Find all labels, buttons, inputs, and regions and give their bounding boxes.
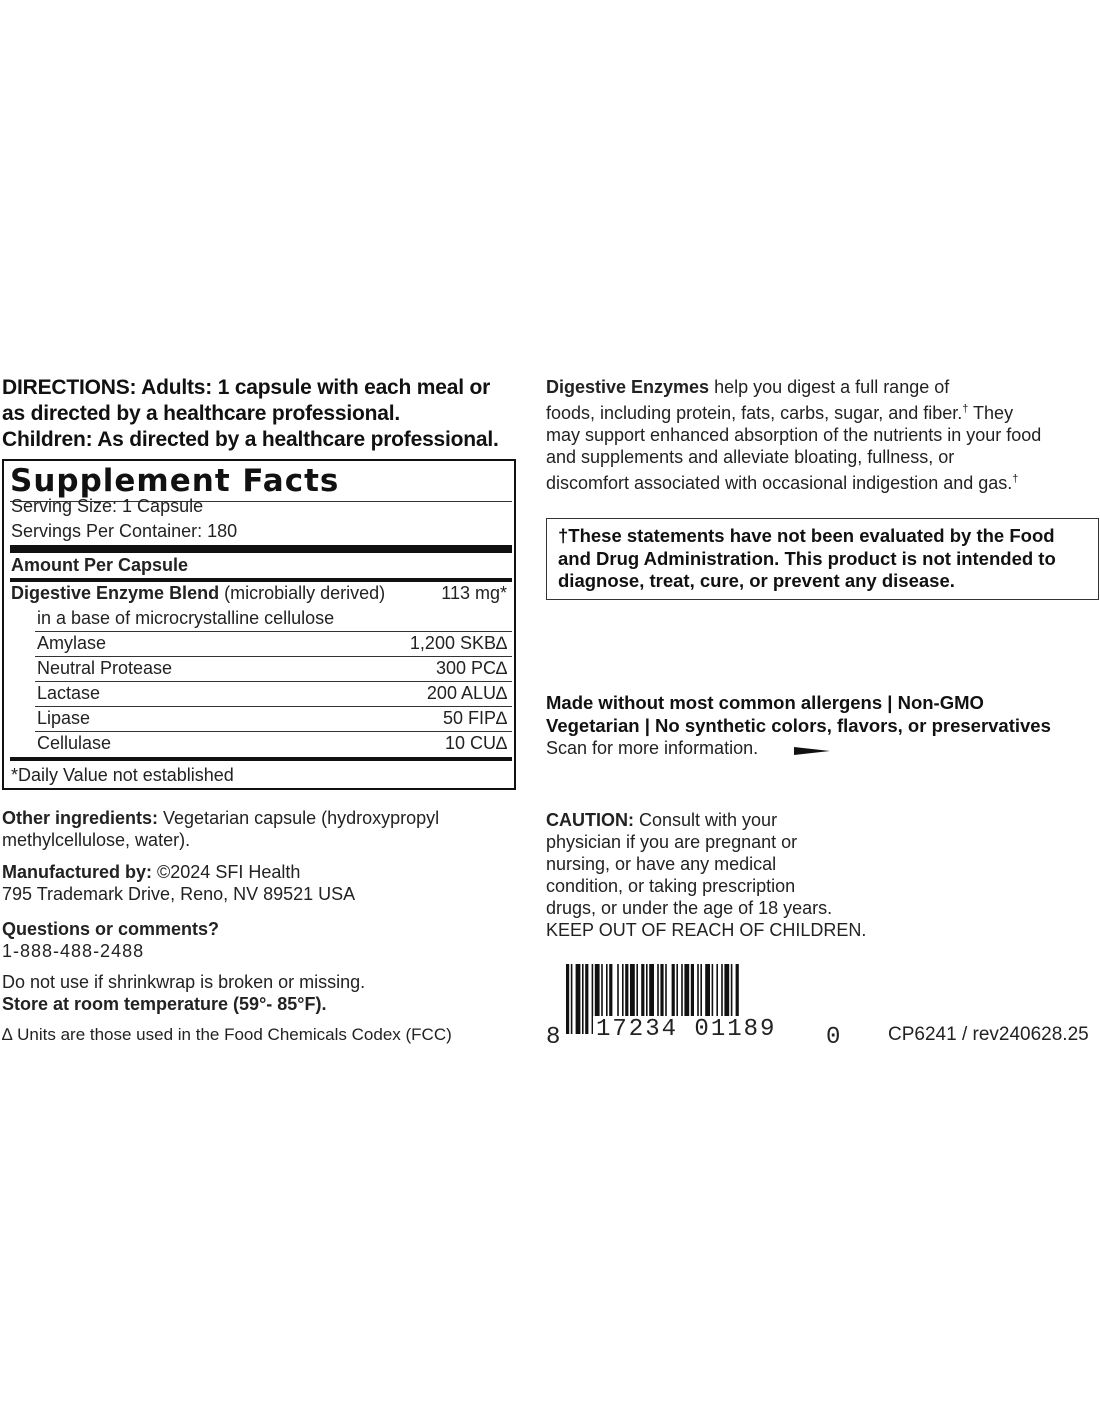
facts-title: Supplement Facts — [10, 463, 340, 499]
blend-row — [11, 583, 385, 604]
caution-text: Consult with your — [634, 810, 778, 830]
directions-line: DIRECTIONS: Adults: 1 capsule with each meal or — [2, 376, 491, 399]
row-divider — [35, 731, 512, 732]
dagger: † — [1012, 473, 1019, 485]
description-text: may support enhanced absorption of the nutrients in your food — [546, 425, 1042, 445]
allergen-line: Made without most common allergens | Non-GMO — [546, 692, 984, 713]
manufacturer-label: Manufactured by: — [2, 862, 153, 882]
enzyme-amount: 200 ALU∆ — [426, 683, 507, 703]
product-description — [546, 376, 1086, 494]
storage-info — [2, 971, 365, 1015]
row-divider — [35, 631, 512, 632]
scan-text: Scan for more information. — [546, 738, 759, 758]
other-ingredients-text: methylcellulose, water). — [2, 830, 191, 850]
directions — [2, 375, 532, 453]
fda-disclaimer-box — [546, 518, 1099, 600]
barcode-bar — [566, 964, 569, 1034]
shrinkwrap-warning: Do not use if shrinkwrap is broken or missing. — [2, 972, 366, 992]
supplement-facts-panel — [2, 459, 516, 790]
enzyme-amount: 10 CU∆ — [444, 733, 507, 753]
row-divider — [35, 681, 512, 682]
manufacturer-text: ©2024 SFI Health — [152, 862, 301, 882]
questions-label: Questions or comments? — [2, 919, 220, 939]
manufacturer-info — [2, 861, 355, 905]
enzyme-name: Amylase — [37, 633, 107, 653]
dagger: † — [962, 403, 969, 415]
enzyme-name: Lipase — [37, 708, 91, 728]
enzyme-name: Cellulase — [37, 733, 112, 753]
caution-label: CAUTION: — [546, 810, 634, 830]
description-lead: Digestive Enzymes — [546, 377, 710, 397]
description-text: foods, including protein, fats, carbs, sugar, and fiber. — [546, 403, 963, 423]
manufacturer-address: 795 Trademark Drive, Reno, NV 89521 USA — [2, 884, 356, 904]
row-divider — [35, 706, 512, 707]
enzyme-name: Neutral Protease — [37, 658, 173, 678]
row-divider — [35, 656, 512, 657]
enzyme-name: Lactase — [37, 683, 101, 703]
caution-text: nursing, or have any medical — [546, 854, 777, 874]
product-code: CP6241 / rev240628.25 — [888, 1024, 1089, 1045]
storage-temperature: Store at room temperature (59°- 85°F). — [2, 994, 327, 1014]
thick-divider — [10, 545, 512, 553]
description-text: They — [968, 403, 1014, 423]
other-ingredients — [2, 807, 439, 851]
upc-barcode — [545, 964, 845, 1051]
barcode-bar — [582, 964, 584, 1034]
blend-name: Digestive Enzyme Blend — [11, 583, 220, 603]
description-text: and supplements and alleviate bloating, fullness, or — [546, 447, 955, 467]
serving-size: Serving Size: 1 Capsule — [11, 496, 204, 516]
fda-line: diagnose, treat, cure, or prevent any disease. — [558, 570, 955, 591]
allergen-line: Vegetarian | No synthetic colors, flavors, or preservatives — [546, 715, 1051, 736]
barcode-left-digit: 8 — [543, 1024, 563, 1051]
fda-line: and Drug Administration. This product is not intended to — [558, 547, 1056, 569]
description-text: help you digest a full range of — [709, 377, 950, 397]
allergen-statement — [546, 691, 1086, 737]
barcode-bar — [571, 964, 573, 1034]
directions-line: Children: As directed by a healthcare professional. — [2, 428, 499, 451]
barcode-number: 17234 01189 — [593, 1016, 779, 1043]
other-ingredients-text: Vegetarian capsule (hydroxypropyl — [158, 808, 440, 828]
caution-text: KEEP OUT OF REACH OF CHILDREN. — [546, 920, 867, 940]
blend-note: (microbially derived) — [224, 583, 386, 603]
other-ingredients-label: Other ingredients: — [2, 808, 159, 828]
bottom-divider — [10, 757, 512, 761]
phone-number: 1-888-488-2488 — [2, 941, 145, 961]
barcode-right-digit: 0 — [823, 1024, 843, 1051]
blend-amount: 113 mg* — [441, 583, 507, 603]
arrow-right-icon — [794, 745, 830, 757]
blend-base: in a base of microcrystalline cellulose — [37, 608, 335, 628]
barcode-bar — [576, 964, 581, 1034]
caution-block — [546, 809, 866, 941]
questions-info — [2, 918, 219, 962]
enzyme-amount: 50 FIP∆ — [442, 708, 507, 728]
caution-text: physician if you are pregnant or — [546, 832, 798, 852]
units-note: ∆ Units are those used in the Food Chemicals Codex (FCC) — [2, 1025, 452, 1044]
amount-per-header: Amount Per Capsule — [11, 555, 189, 575]
caution-text: drugs, or under the age of 18 years. — [546, 898, 833, 918]
description-text: discomfort associated with occasional indigestion and gas. — [546, 473, 1013, 493]
caution-text: condition, or taking prescription — [546, 876, 796, 896]
daily-value-footnote: *Daily Value not established — [11, 765, 234, 785]
enzyme-amount: 300 PC∆ — [435, 658, 507, 678]
barcode-bar — [585, 964, 588, 1034]
servings-per-container: Servings Per Container: 180 — [11, 521, 238, 541]
directions-line: as directed by a healthcare professional. — [2, 402, 400, 425]
medium-divider — [10, 578, 512, 582]
fda-line: †These statements have not been evaluated by the Food — [558, 525, 1055, 546]
enzyme-amount: 1,200 SKB∆ — [409, 633, 507, 653]
